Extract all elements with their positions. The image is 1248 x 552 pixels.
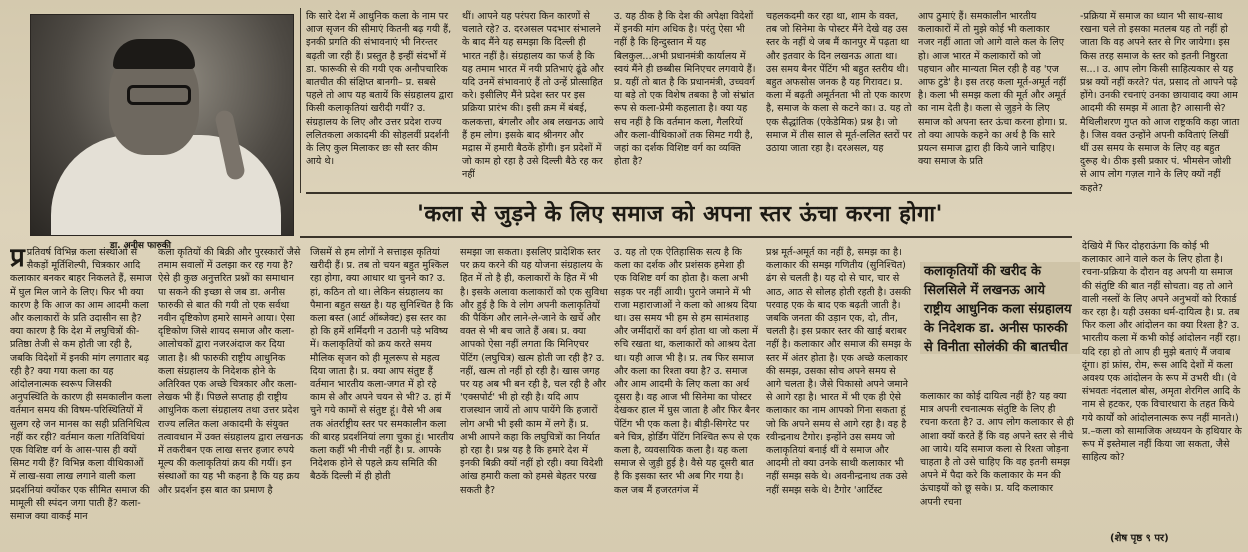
headline: 'कला से जुड़ने के लिए समाज को अपना स्तर ऊंचा करना होगा' (417, 201, 943, 227)
top-column-1: कि सारे देश में आधुनिक कला के नाम पर आज सृजन की सीमाएं कितनी बढ़ गयी हैं, इनकी प्रगति की संभावनाएं भी निरन्तर बढ़ती जा रही हैं। प्रस्तुत है इन्हीं संदर्भों में डा. फारूकी से की गयी एक अनौपचारिक बातचीत की संक्षिप्त बानगी– प्र. सबसे पहले तो आप यह बतायें कि संग्रहालय द्वारा किसी कलाकृतियां खरीदी गयीं? उ. संग्रहालय के लिए और उत्तर प्रदेश राज्य ललितकला अकादमी की सोहलवीं प्रदर्शनी के लिए कुल मिलाकर छः सौ स्तर कीम आये थे। (306, 11, 454, 168)
column-rule (300, 8, 301, 193)
intro-text: प्रतिवर्ष विभिन्न कला संस्थाओं से सैकड़ों मूर्तिशिल्पी, चित्रकार आदि कलाकार बनकर बाहर निकलते हैं, समाज में घुल मिल जाने के लिए। फिर भी क्या कारण है कि आज का आम आदमी कला और कलाकारों के प्रति उदासीन सा है? क्या कारण है कि देश में लघुचित्रों की-प्रतिष्ठा तेजी से कम होती जा रही है, जबकि विदेशों में इनकी मांग लगातार बढ़ रही है? क्या गया कला का यह आंदोलनात्मक स्वरूप जिसकी अनुपस्थिति के कारण ही समकालीन कला वर्तमान समय की विषम-परिस्थितियों में सुलग रहे जन मानस का सही प्रतिनिधित्व नहीं कर रही? वर्तमान कला गतिविधियां एक विशिष्ट वर्ग के आस-पास ही क्यों सिमट गयी हैं? विभिन्न कला वीथिकाओं में लाख-सवा लाख लगाने वाली कला प्रदर्शनियां क्योंकर एक सीमित समाज की मामूली सी स्पंदन जगा पाती हैं? कला-समाज क्या वाकई मान (10, 247, 152, 523)
headline-rule-top (306, 192, 1072, 194)
top-column-2: थीं। आपने यह परंपरा किन कारणों से चलाते रहे? उ. दरअसल पदभार संभालने के बाद मैंने यह समझा कि दिल्ली ही भारत नहीं है। संग्रहालय का फर्ज है कि यह तमाम भारत में नयी प्रतिभाएं ढूंढे और यदि उनमें संभावनाएं हैं तो उन्हें प्रोत्साहित करे। इसीलिए मैंने प्रदेश स्तर पर इस प्रक्रिया प्रारंभ की। इसी क्रम में बंबई, कलकत्ता, बंगलौर और अब लखनऊ आये हैं हम लोग। इसके बाद श्रीनगर और मद्रास में हमारी बैठकें होंगी। इन प्रदेशों में जो काम हो रहा है उसे दिल्ली बैठे रह कर नहीं (462, 11, 604, 181)
top-column-6: -प्रक्रिया में समाज का ध्यान भी साथ-साथ रखना चले तो इसका मतलब यह तो नहीं हो जाता कि वह अपने स्तर से गिर जायेगा। इस किस तरह समाज के स्तर को इतनी निष्ठुरता स...। उ. आप लोग किसी साहित्यकार से यह प्रश्न क्यों नहीं करते? पंत, प्रसाद तो आपने पढ़े होंगे। उनकी रचनाएं उनका छायावाद क्या आम आदमी की समझ में आता है? आसानी से? मैथिलीशरण गुप्त को आज राष्ट्रकवि कहा जाता है। जिस वक्त उन्होंने अपनी कविताएं लिखीं थीं उस समय के समाज के लिए वह बहुत दुरूह थे। ठीक इसी प्रकार पं. भीमसेन जोशी से आप लोग गज़ल गाने के लिए क्यों नहीं कहते? (1080, 11, 1240, 194)
photo-caption: डा. अनीस फारुकी (110, 241, 172, 251)
pull-box: कलाकृतियों की खरीद के सिलसिले में लखनऊ आये राष्ट्रीय आधुनिक कला संग्रहालय के निदेशक डा. अनीस फारुकी से विनीता सोलंकी की बातचीत (924, 264, 1072, 355)
bottom-column-4: समझा जा सकता। इसलिए प्रादेशिक स्तर पर क्रय करने की यह योजना संग्रहालय के हित में तो है ही, कलाकारों के हित में भी है। इसके अलावा कलाकारों को एक सुविधा और हुई है कि वे लोग अपनी कलाकृतियों की पैकिंग और लाने-ले-जाने के खर्चे और वक्त से भी बच जाते हैं अब। प्र. क्या आपको ऐसा नहीं लगता कि मिनिएचर पेंटिंग (लघुचित्र) खत्म होती जा रही है? उ. नहीं, खत्म तो नहीं हो रही है। खास जगह पर यह अब भी बन रही है, चल रही है और 'एक्सपोर्ट' भी हो रही है। यदि आप राजस्थान जायें तो आप पायेंगे कि हजारों लोग अभी भी इसी काम में लगे हैं। प्र. अभी आपने कहा कि लघुचित्रों का निर्यात हो रहा है। प्रश्न यह है कि हमारे देश में इनकी बिक्री क्यों नहीं हो रही। क्या विदेशी आंख हमारी कला को हमसे बेहतर परख सकती है? (460, 247, 608, 496)
top-column-4: चहलकदमी कर रहा था, शाम के वक्त, तब जो सिनेमा के पोस्टर मैंने देखे वह उस स्तर के नहीं थे जब मैं कानपुर में पढ़ता था और इतवार के दिन लखनऊ आता था। उस समय बैनर पेंटिंग भी बहुत स्तरीय थी। बहुत अफसोस जनक है यह गिरावट। प्र. कला में बढ़ती अमूर्तनता भी तो एक कारण है, समाज के कला से कटने का। उ. यह तो एक सैद्धांतिक (एकेडेमिक) प्रश्न है। जो समाज में तीस साल से मूर्त-ललित स्तरों पर उठाया जाता रहा है। दरअसल, यह (766, 11, 912, 155)
bottom-column-6: प्रश्न मूर्त-अमूर्त का नहीं है, समझ का है। कलाकार की समझ गणितीय (सुनिश्चित) ढंग से चलती है। यह दो से चार, चार से आठ, आठ से सोलह होती रहती है। उसकी परवाह एक के बाद एक बढ़ती जाती है। जबकि जनता की उड़ान एक, दो, तीन, चलती है। इस प्रकार स्तर की खाई बराबर नहीं है। कलाकार और समाज की समझ के स्तर में अंतर होता है। एक अच्छे कलाकार की समझ, उसका सोच अपने समय से आगे चलता है। जैसे पिकासो अपने जमाने से आगे रहा है। भारत में भी एक ही ऐसे कलाकार का नाम आपको गिना सकता हूं जो कि अपने समय से आगे रहा है। वह है रवीन्द्रनाथ टैगोर। इन्होंने उस समय जो कलाकृतियां बनाई थीं वे समाज और आदमी तो क्या उनके साथी कलाकार भी नहीं समझ सके थे। अवनीन्द्रनाथ तक उसे नहीं समझ सके थे। टैगोर 'आर्टिस्ट (766, 247, 912, 496)
bottom-column-7: कलाकार का कोई दायित्व नहीं है? यह क्या मात्र अपनी रचनात्मक संतुष्टि के लिए ही रचना करता है? उ. आप लोग कलाकार से ही आशा क्यों करते हैं कि वह अपने स्तर से नीचे आ जाये। यदि समाज कला से रिश्ता जोड़ना चाहता है तो उसे चाहिए कि वह इतनी समझ अपने में पैदा करे कि कलाकार के मन की ऊंचाइयों को छू सके। प्र. यदि कलाकार अपनी रचना (920, 391, 1074, 508)
continued-note: (शेष पृष्ठ ९ पर) (1110, 533, 1169, 544)
portrait-photo (30, 14, 294, 236)
bottom-column-3: जिसमें से हम लोगों ने सत्ताइस कृतियां खरीदी हैं। प्र. तब तो चयन बहुत मुश्किल रहा होगा, क्या आधार था चुनने का? उ. हां, कठिन तो था। लेकिन संग्रहालय का पैमाना बहुत सख्त है। यह सुनिश्चित है कि कला बस्त (आर्ट ऑब्जेक्ट) इस स्तर का हो कि हमें शर्मिंदगी न उठानी पड़े भविष्य में। कलाकृतियों को क्रय करते समय मौलिक सृजन को ही मूलरूप से महत्व दिया जाता है। प्र. क्या आप संतुष्ट हैं वर्तमान भारतीय कला-जगत में हो रहे काम से और अपने चयन से भी? उ. हां मैं चुने गये कामों से संतुष्ट हूं। वैसे भी अब तक अंतर्राष्ट्रीय स्तर पर समकालीन कला की बारह प्रदर्शनियां लगा चुका हूं। भारतीय कला कहीं भी नीची नहीं है। प्र. आपके निदेशक होने से पहले क्रय समिति की बैठकें दिल्ली में ही होती (310, 247, 454, 483)
top-column-5: आप ठुमाएं हैं। समकालीन भारतीय कलाकारों में तो मुझे कोई भी कलाकार नजर नहीं आता जो आगे वाले कल के लिए हो। आज भारत में कलाकारों को जो पहचान और मान्यता मिल रही है वह 'एज आफ टुडे' है। इस तरह कला मूर्त-अमूर्त नहीं है। कला भी समझ कला की मूर्त और अमूर्त का नाम देती है। कला से जुड़ने के लिए समाज को अपना स्तर ऊंचा करना होगा। प्र. तो क्या आपके कहने का अर्थ है कि सारे प्रयत्न समाज द्वारा ही किये जाने चाहिए। क्या समाज के प्रति (918, 11, 1068, 168)
bottom-column-1: प्र प्रतिवर्ष विभिन्न कला संस्थाओं से सैकड़ों मूर्तिशिल्पी, चित्रकार आदि कलाकार बनकर बाहर निकलते हैं, समाज में घुल मिल जाने के लिए। फिर भी क्या कारण है कि आज का आम आदमी कला और कलाकारों के प्रति उदासीन सा है? क्या कारण है कि देश में लघुचित्रों की-प्रतिष्ठा तेजी से कम होती जा रही है, जबकि विदेशों में इनकी मांग लगातार बढ़ रही है? क्या गया कला का यह आंदोलनात्मक स्वरूप जिसकी अनुपस्थिति के कारण ही समकालीन कला वर्तमान समय की विषम-परिस्थितियों में सुलग रहे जन मानस का सही प्रतिनिधित्व नहीं कर रही? वर्तमान कला गतिविधियां एक विशिष्ट वर्ग के आस-पास ही क्यों सिमट गयी हैं? विभिन्न कला वीथिकाओं में लाख-सवा लाख लगाने वाली कला प्रदर्शनियां क्योंकर एक सीमित समाज की मामूली सी स्पंदन जगा पाती हैं? कला-समाज क्या वाकई मान (10, 246, 152, 523)
bottom-column-2: कला कृतियों की बिक्री और पुरस्कारों जैसे तमाम सवालों में उलझा कर रह गया है? ऐसे ही कुछ अनुत्तरित प्रश्नों का समाधान पा सकने की इच्छा से जब डा. अनीस फारुकी से बात की गयी तो एक सर्वथा नवीन दृष्टिकोण हमारे सामने आया। ऐसा दृष्टिकोण जिसे शायद समाज और कला-आलोचकों द्वारा नजरअंदाज कर दिया जाता है। श्री फारुकी राष्ट्रीय आधुनिक कला संग्रहालय के निदेशक होने के अतिरिक्त एक अच्छे चित्रकार और कला-लेखक भी हैं। पिछले सप्ताह ही राष्ट्रीय आधुनिक कला संग्रहालय तथा उत्तर प्रदेश राज्य ललित कला अकादमी के संयुक्त तत्वावधान में उक्त संग्रहालय द्वारा लखनऊ में तकरीबन एक लाख सत्तर हजार रुपये मूल्य की कलाकृतियां क्रय की गयीं। इन संस्थाओं का यह भी कहना है कि यह क्रय और प्रदर्शन इस बात का प्रमाण है (158, 247, 303, 496)
bottom-column-8: देखिये मैं फिर दोहराऊंगा कि कोई भी कलाकार आने वाले कल के लिए होता है। रचना-प्रक्रिया के दौरान वह अपनी या समाज की संतुष्टि की बात नहीं सोचता। वह तो आने वाली नस्लों के लिए अपने अनुभवों को रिकार्ड कर रहा है। यही उसका धर्म-दायित्व है। प्र. तब फिर कला और आंदोलन का क्या रिश्ता है? उ. भारतीय कला में कभी कोई आंदोलन नहीं रहा। यदि रहा हो तो आप ही मुझे बताएं मैं जवाब दूंगा। हां फ्रांस, रोम, रूस आदि देशों में कला अवश्य एक आंदोलन के रूप में उभरी थी। (वे संभवतः नंदलाल बोस, अमृता शेरगिल आदि के नाम से हटकर, एक विचारधारा के तहत किये गये कार्यों को आंदोलनात्मक रूप नहीं मानते।) प्र.–कला को सामाजिक अध्ययन के हथियार के रूप में इस्तेमाल नहीं किया जा सकता, जैसे साहित्य को? (1082, 241, 1242, 464)
headline-rule-bottom (300, 236, 1072, 238)
top-column-3: उ. यह ठीक है कि देश की अपेक्षा विदेशों में इनकी मांग अधिक है। परंतु ऐसा भी नहीं है कि हिन्दुस्तान में यह बिलकुल...अभी प्रधानमंत्री कार्यालय में स्वयं मैंने ही छब्बीस मिनिएचर लगवाये हैं। प्र. यहीं तो बात है कि प्रधानमंत्री, उच्चवर्ग या बड़े तो एक विशेष तबका है जो संभ्रांत रूप से कला-प्रेमी कहलाता है। क्या यह सच नहीं है कि वर्तमान कला, गैलरियों और कला-वीथिकाओं तक सिमट गयी है, जहां का दर्शक विशिष्ट वर्ग का व्यक्ति होता है? (614, 11, 756, 168)
bottom-column-5: उ. यह तो एक ऐतिहासिक सत्य है कि कला का दर्शक और प्रशंसक हमेशा ही एक विशिष्ट वर्ग का होता है। कला अभी सड़क पर नहीं आयी। पुराने जमाने में भी राजा महाराजाओं ने कला को आश्रय दिया था। उस समय भी हम से हम सामंतशाह और जमींदारों का वर्ग होता था जो कला में रुचि रखता था, कलाकारों को आश्रय देता था। यही आज भी है। प्र. तब फिर समाज और कला का रिश्ता क्या है? उ. समाज और आम आदमी के लिए कला का अर्थ दूसरा है। वह आज भी सिनेमा का पोस्टर देखकर हाल में घुस जाता है और फिर बैनर पेंटिंग भी एक कला है। बीड़ी-सिगरेट पर बने चित्र, होर्डिंग पेंटिंग निश्चित रूप से एक कला है, व्यवसायिक कला है। यह कला समाज से जुड़ी हुई है। वैसे यह दूसरी बात है कि इसका स्तर भी अब गिर गया है। कल जब मैं हजरतगंज में (614, 247, 760, 496)
